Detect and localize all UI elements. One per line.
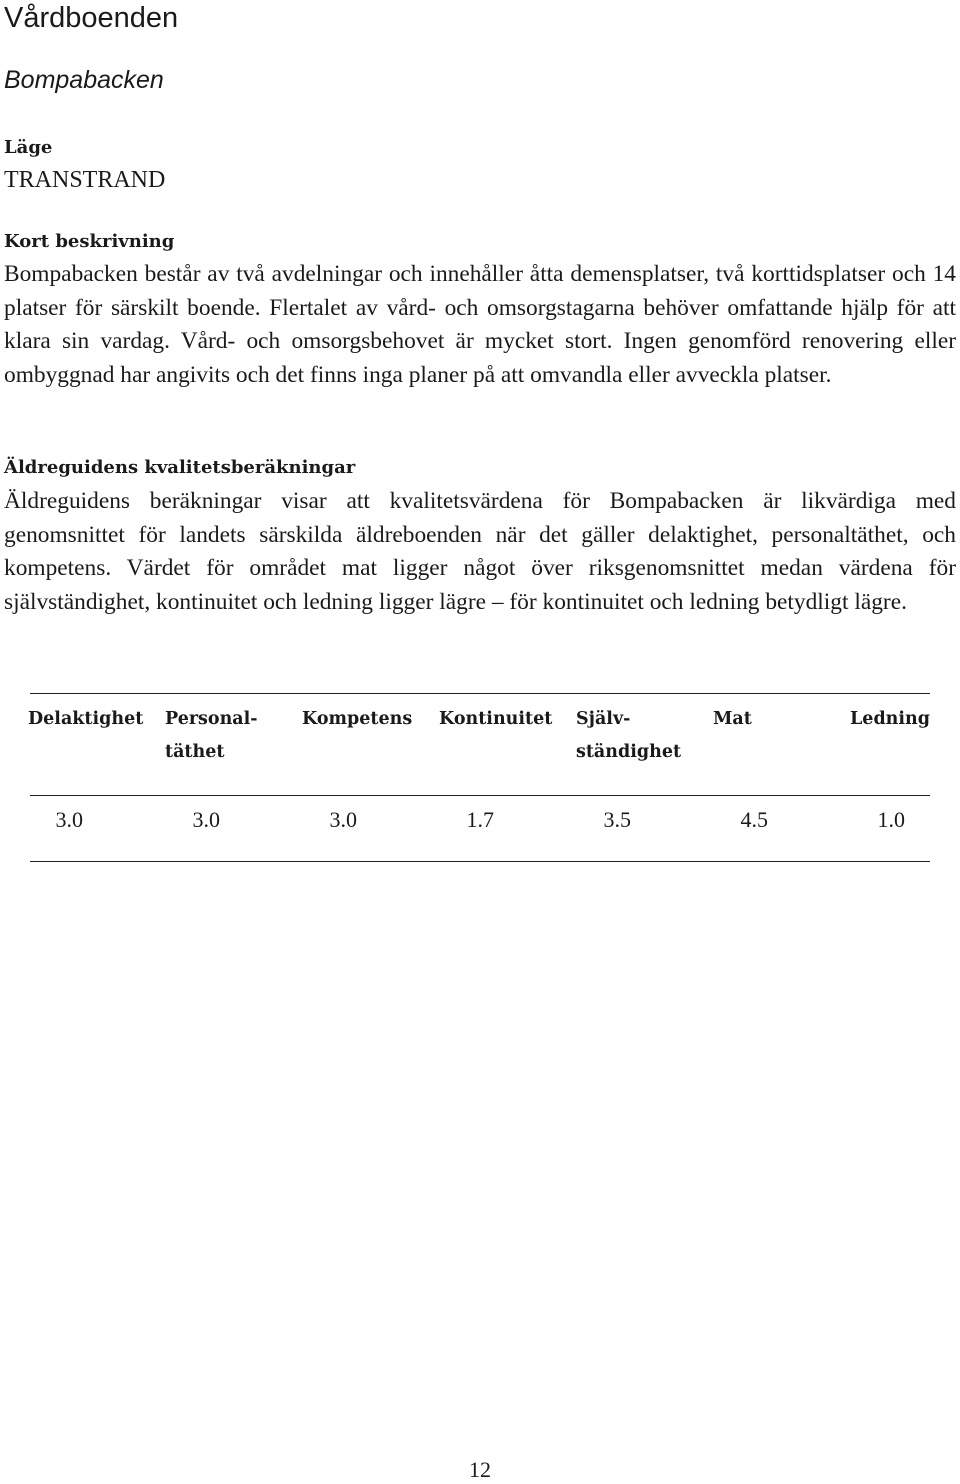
description-label: Kort beskrivning	[4, 231, 175, 252]
location-label: Läge	[4, 137, 53, 158]
table-bottom-rule	[30, 861, 930, 862]
page-title: Vårdboenden	[4, 2, 179, 34]
quality-label: Äldreguidens kvalitetsberäkningar	[4, 457, 356, 478]
header-delaktighet: Delaktighet	[28, 709, 144, 729]
page-number: 12	[469, 1457, 491, 1482]
value-sjalvstandighet: 3.5	[603, 807, 631, 832]
value-ledning: 1.0	[877, 807, 905, 832]
facility-name: Bompabacken	[4, 66, 164, 94]
header-mat: Mat	[713, 709, 752, 729]
header-ledning: Ledning	[850, 709, 931, 729]
value-mat: 4.5	[740, 807, 768, 832]
table-top-rule	[30, 693, 930, 694]
value-delaktighet: 3.0	[55, 807, 83, 832]
description-text: Bompabacken består av två avdelningar och innehåller åtta demensplatser, två korttidsplatser och 14 platser för särskilt boende. Flertalet av vård- och omsorgstagarna behöver omfattande hjälp för att klara sin vardag. Vård- och omsorgsbehovet är mycket stort. Ingen genomförd renovering eller ombyggnad har angivits och det finns inga planer på att omvandla eller avveckla platser.	[4, 261, 956, 389]
value-personaltathet: 3.0	[192, 807, 220, 832]
header-personaltathet: Personal- täthet	[165, 709, 258, 762]
header-sjalvstandighet: Själv- ständighet	[576, 709, 682, 762]
location-value: TRANSTRAND	[4, 167, 166, 193]
table-middle-rule	[30, 795, 930, 796]
header-kompetens: Kompetens	[302, 709, 413, 729]
value-kontinuitet: 1.7	[466, 807, 494, 832]
header-kontinuitet: Kontinuitet	[439, 709, 553, 729]
quality-text: Äldreguidens beräkningar visar att kvalitetsvärdena för Bompabacken är likvärdiga med genomsnittet för landets särskilda äldreboenden när det gäller delaktighet, personaltäthet, och kompetens. Värdet för området mat ligger något över riksgenomsnittet medan värdena för självständighet, kontinuitet och ledning ligger lägre – för kontinuitet och ledning betydligt lägre.	[4, 488, 956, 616]
value-kompetens: 3.0	[329, 807, 357, 832]
